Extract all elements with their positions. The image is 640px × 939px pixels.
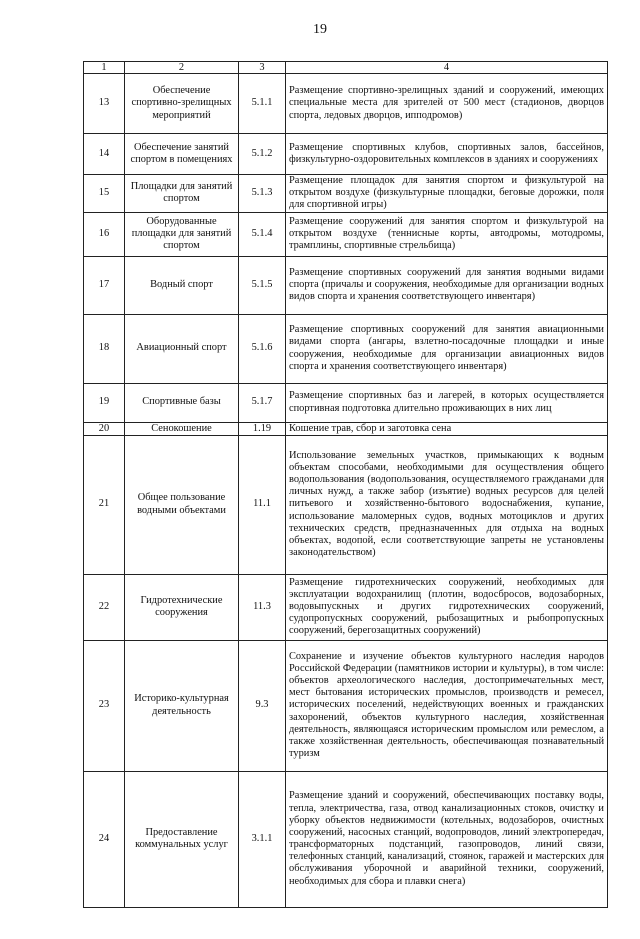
header-cell: 4 <box>286 62 608 74</box>
use-type-description: Кошение трав, сбор и заготовка сена <box>286 422 608 435</box>
use-type-code: 5.1.7 <box>239 383 286 422</box>
use-type-code: 5.1.1 <box>239 74 286 134</box>
use-type-description: Размещение зданий и сооружений, обеспечивающих поставку воды, тепла, электричества, газа, отвод канализационных стоков, очистку и уборку объектов недвижимости (котельных, водозаборов, очистных сооружений, насосных станций, водопроводов, линий электропередач, трансформаторных подстанций, газопроводов, линий связи, телефонных станций, канализаций, стоянок, гаражей и мастерских для обслуживания уборочной и аварийной техники, сооружений, необходимых для сбора и плавки снега) <box>286 771 608 907</box>
row-number: 14 <box>84 134 125 175</box>
page-number: 19 <box>313 22 327 37</box>
use-type-name: Обеспечение занятий спортом в помещениях <box>125 134 239 175</box>
use-type-description: Использование земельных участков, примыкающих к водным объектам способами, необходимыми для осуществления общего водопользования (водопользования, осуществляемого гражданами для личных нужд, а также забор (изъятие) водных ресурсов для целей питьевого и хозяйственно-бытового водоснабжения, купание, использование маломерных судов, водных мотоциклов и других технических средств, предназначенных для отдыха на водных объектах, водопой, если соответствующие запреты не установлены законодательством) <box>286 435 608 574</box>
header-cell: 2 <box>125 62 239 74</box>
use-type-description: Размещение спортивных сооружений для занятия авиационными видами спорта (ангары, взлетно-посадочные площадки и иные сооружения, необходимые для организации авиационных видов спорта и хранения соответствующего инвентаря) <box>286 314 608 383</box>
use-type-name: Предоставление коммунальных услуг <box>125 771 239 907</box>
use-type-name: Оборудованные площадки для занятий спортом <box>125 212 239 256</box>
row-number: 22 <box>84 574 125 640</box>
use-type-description: Размещение площадок для занятия спортом и физкультурой на открытом воздухе (физкультурные площадки, беговые дорожки, поля для спортивной игры) <box>286 175 608 213</box>
use-type-description: Размещение сооружений для занятия спортом и физкультурой на открытом воздухе (теннисные корты, автодромы, мотодромы, трамплины, спортивные стрельбища) <box>286 212 608 256</box>
row-number: 13 <box>84 74 125 134</box>
use-type-name: Историко-культурная деятельность <box>125 640 239 771</box>
table-row <box>84 383 608 422</box>
use-type-name: Спортивные базы <box>125 383 239 422</box>
use-type-description: Размещение гидротехнических сооружений, необходимых для эксплуатации водохранилищ (плотин, водосбросов, водозаборных, водовыпускных и других гидротехнических сооружений, судопропускных сооружений, рыбозащитных и рыбопропускных сооружений, берегозащитных сооружений) <box>286 574 608 640</box>
use-type-description: Сохранение и изучение объектов культурного наследия народов Российской Федерации (памятников истории и культуры), в том числе: объектов археологического наследия, достопримечательных мест, мест бытования исторических промыслов, производств и ремесел, исторических поселений, недействующих военных и гражданских захоронений, объектов культурного наследия, хозяйственная деятельность, являющаяся историческим промыслом или ремеслом, а также хозяйственная деятельность, обеспечивающая познавательный туризм <box>286 640 608 771</box>
table-row <box>84 640 608 771</box>
use-type-name: Авиационный спорт <box>125 314 239 383</box>
use-type-code: 9.3 <box>239 640 286 771</box>
table-row <box>84 212 608 256</box>
use-type-code: 5.1.3 <box>239 175 286 213</box>
table-row <box>84 422 608 435</box>
table-row <box>84 435 608 574</box>
use-type-name: Общее пользование водными объектами <box>125 435 239 574</box>
use-type-name: Площадки для занятий спортом <box>125 175 239 213</box>
row-number: 16 <box>84 212 125 256</box>
use-type-code: 3.1.1 <box>239 771 286 907</box>
table-row <box>84 74 608 134</box>
table-row <box>84 175 608 213</box>
row-number: 20 <box>84 422 125 435</box>
header-cell: 1 <box>84 62 125 74</box>
land-use-table <box>83 61 608 908</box>
use-type-name: Сенокошение <box>125 422 239 435</box>
row-number: 17 <box>84 256 125 314</box>
use-type-code: 5.1.5 <box>239 256 286 314</box>
use-type-code: 5.1.6 <box>239 314 286 383</box>
row-number: 23 <box>84 640 125 771</box>
row-number: 18 <box>84 314 125 383</box>
table-row <box>84 134 608 175</box>
use-type-code: 1.19 <box>239 422 286 435</box>
use-type-code: 5.1.4 <box>239 212 286 256</box>
table-row <box>84 574 608 640</box>
row-number: 21 <box>84 435 125 574</box>
table-row <box>84 771 608 907</box>
use-type-description: Размещение спортивно-зрелищных зданий и сооружений, имеющих специальные места для зрителей от 500 мест (стадионов, дворцов спорта, ледовых дворцов, ипподромов) <box>286 74 608 134</box>
table-row <box>84 256 608 314</box>
use-type-name: Обеспечение спортивно-зрелищных мероприятий <box>125 74 239 134</box>
use-type-code: 11.1 <box>239 435 286 574</box>
row-number: 15 <box>84 175 125 213</box>
row-number: 24 <box>84 771 125 907</box>
use-type-name: Гидротехнические сооружения <box>125 574 239 640</box>
use-type-description: Размещение спортивных клубов, спортивных залов, бассейнов, физкультурно-оздоровительных комплексов в зданиях и сооружениях <box>286 134 608 175</box>
use-type-name: Водный спорт <box>125 256 239 314</box>
table-row <box>84 314 608 383</box>
use-type-code: 11.3 <box>239 574 286 640</box>
use-type-code: 5.1.2 <box>239 134 286 175</box>
table-header-row <box>84 62 608 74</box>
row-number: 19 <box>84 383 125 422</box>
use-type-description: Размещение спортивных сооружений для занятия водными видами спорта (причалы и сооружения, необходимые для организации водных видов спорта и хранения соответствующего инвентаря) <box>286 256 608 314</box>
use-type-description: Размещение спортивных баз и лагерей, в которых осуществляется спортивная подготовка длительно проживающих в них лиц <box>286 383 608 422</box>
header-cell: 3 <box>239 62 286 74</box>
